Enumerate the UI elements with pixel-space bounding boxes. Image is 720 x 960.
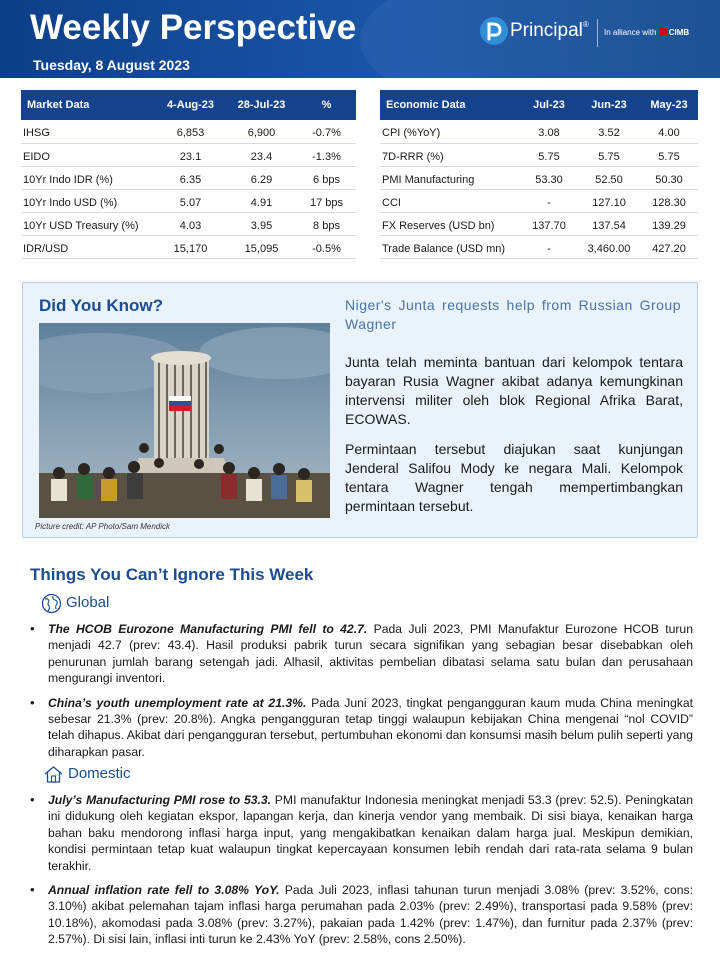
table-cell: 5.75 [640, 143, 698, 166]
table-cell: 3.08 [520, 120, 578, 143]
row-label: FX Reserves (USD bn) [380, 212, 520, 235]
table-cell: 139.29 [640, 212, 698, 235]
table-row [380, 166, 698, 189]
item-headline: Annual inflation rate fell to 3.08% YoY. [48, 883, 280, 898]
table-cell: -0.7% [297, 120, 356, 143]
domestic-news-list [30, 792, 693, 956]
table-cell: - [520, 235, 578, 258]
item-body: Pada Juni 2023, tingkat pengangguran kaum muda China meningkat sebesar 21.3% (prev: 20.8%). Angka pengangguran tetap tinggi walaupun kebijakan China mengenai “nol COVID” telah dihapus. Akibat dari pengangguran tersebut, pertumbuhan ekonomi dan konsumsi masih belum pulih seperti yang diharapkan pasar. [48, 695, 693, 759]
domestic-subheading [43, 764, 183, 784]
table-row [21, 120, 356, 143]
table-row [21, 143, 356, 166]
table-cell: 52.50 [578, 166, 640, 189]
list-item [30, 695, 693, 761]
table-header-cell: % [297, 90, 356, 120]
brand-block [480, 17, 710, 49]
table-cell: 6,853 [155, 120, 226, 143]
table-row [380, 120, 698, 143]
table-header-cell: Jul-23 [520, 90, 578, 120]
did-you-know-panel [22, 282, 698, 538]
news-headline: Niger's Junta requests help from Russian Group Wagner [345, 297, 681, 332]
table-cell: 8 bps [297, 212, 356, 235]
table-row [21, 212, 356, 235]
table-cell: 53.30 [520, 166, 578, 189]
table-cell: 23.4 [226, 143, 297, 166]
item-body: Pada Juli 2023, inflasi tahunan turun menjadi 3.08% (prev: 3.52%, cons: 3.10%) akibat pelemahan tajam inflasi harga perumahan pada 2.03% (prev: 2.49%), transportasi pada 9.58% (prev: 10.18%), akomodasi pada 3.08% (prev: 3.27%), pakaian pada 1.42% (prev: 1.47%), dan furnitur pada 2.37% (prev: 2.57%). Di sisi lain, inflasi inti turun ke 2.43% YoY (prev: 2.58%, cons 2.50%). [48, 883, 694, 947]
principal-logo-icon [480, 17, 508, 45]
table-row [380, 143, 698, 166]
table-cell: 3.52 [578, 120, 640, 143]
global-subheading [41, 593, 161, 613]
list-item [30, 621, 693, 687]
table-cell: 15,095 [226, 235, 297, 258]
market-data-table [21, 90, 356, 259]
row-label: Trade Balance (USD mn) [380, 235, 520, 258]
row-label: CCI [380, 189, 520, 212]
item-body: PMI manufaktur Indonesia meningkat menjadi 53.3 (prev: 52.5). Peningkatan ini didukung oleh kegiatan ekspor, lapangan kerja, dan kinerja vendor yang membaik. Di sisi biaya, kenaikan harga bahan baku mendorong inflasi harga input, yang mengakibatkan kenaikan dalam harga jual. Meskipun demikian, kondisi permintaan tetap kuat walaupun tingkat kepercayaan konsumen lebih rendah dari rata-rata selama 9 bulan terakhir. [48, 793, 693, 873]
publish-date: Tuesday, 8 August 2023 [33, 57, 190, 73]
table-cell: 3,460.00 [578, 235, 640, 258]
cimb-logo-icon [659, 27, 668, 36]
row-label: EIDO [21, 143, 155, 166]
table-cell: 5.75 [520, 143, 578, 166]
did-you-know-title: Did You Know? [39, 296, 164, 315]
list-item [30, 792, 693, 874]
table-cell: 6.29 [226, 166, 297, 189]
news-paragraph: Junta telah meminta bantuan dari kelompok tentara bayaran Rusia Wagner akibat adanya kemungkinan intervensi militer oleh blok Regional Afrika Barat, ECOWAS. [345, 354, 683, 427]
row-label: 10Yr Indo IDR (%) [21, 166, 155, 189]
table-header-row [380, 90, 698, 120]
row-label: IDR/USD [21, 235, 155, 258]
table-cell: 137.70 [520, 212, 578, 235]
global-news-list [30, 621, 693, 768]
table-cell: - [520, 189, 578, 212]
header-banner [0, 0, 720, 78]
table-cell: 3.95 [226, 212, 297, 235]
row-label: PMI Manufacturing [380, 166, 520, 189]
brand-name: Principal® [510, 20, 589, 41]
table-cell: -1.3% [297, 143, 356, 166]
row-label: 10Yr USD Treasury (%) [21, 212, 155, 235]
table-cell: 128.30 [640, 189, 698, 212]
global-label: Global [66, 594, 110, 611]
table-header-cell: Economic Data [380, 90, 520, 120]
table-row [21, 189, 356, 212]
table-cell: 50.30 [640, 166, 698, 189]
table-row [380, 235, 698, 258]
table-cell: 427.20 [640, 235, 698, 258]
row-label: 7D-RRR (%) [380, 143, 520, 166]
table-cell: 17 bps [297, 189, 356, 212]
item-headline: China’s youth unemployment rate at 21.3%. [48, 695, 307, 710]
table-cell: 4.00 [640, 120, 698, 143]
table-cell: 4.91 [226, 189, 297, 212]
table-row [380, 189, 698, 212]
economic-data-table [380, 90, 698, 259]
table-cell: 6,900 [226, 120, 297, 143]
table-header-cell: Market Data [21, 90, 155, 120]
table-header-cell: 4-Aug-23 [155, 90, 226, 120]
row-label: CPI (%YoY) [380, 120, 520, 143]
table-cell: 5.07 [155, 189, 226, 212]
list-item [30, 882, 693, 948]
table-row [21, 235, 356, 258]
photo-credit: Picture credit: AP Photo/Sam Mendick [35, 522, 171, 531]
table-header-cell: May-23 [640, 90, 698, 120]
table-cell: 127.10 [578, 189, 640, 212]
table-cell: 137.54 [578, 212, 640, 235]
globe-icon [41, 593, 62, 614]
brand-divider [597, 19, 598, 47]
news-photo [39, 323, 330, 518]
item-headline: The HCOB Eurozone Manufacturing PMI fell to 42.7. [48, 622, 368, 636]
table-cell: 4.03 [155, 212, 226, 235]
alliance-text: In alliance with CIMB [604, 28, 690, 37]
table-cell: 6.35 [155, 166, 226, 189]
table-row [21, 166, 356, 189]
page-title: Weekly Perspective [30, 8, 357, 47]
item-headline: July’s Manufacturing PMI rose to 53.3. [48, 793, 272, 807]
table-cell: 15,170 [155, 235, 226, 258]
table-cell: 23.1 [155, 143, 226, 166]
table-header-cell: Jun-23 [578, 90, 640, 120]
domestic-label: Domestic [68, 765, 131, 782]
table-cell: 6 bps [297, 166, 356, 189]
row-label: IHSG [21, 120, 155, 143]
row-label: 10Yr Indo USD (%) [21, 189, 155, 212]
table-cell: 5.75 [578, 143, 640, 166]
table-header-row [21, 90, 356, 120]
table-row [380, 212, 698, 235]
section-title: Things You Can’t Ignore This Week [30, 565, 314, 584]
table-cell: -0.5% [297, 235, 356, 258]
table-header-cell: 28-Jul-23 [226, 90, 297, 120]
news-paragraph: Permintaan tersebut diajukan saat kunjungan Jenderal Salifou Mody ke negara Mali. Kelompok tentara Wagner tengah mempertimbangkan permintaan tersebut. [345, 441, 683, 514]
house-icon [43, 764, 64, 785]
item-body: Pada Juli 2023, PMI Manufaktur Eurozone HCOB turun menjadi 42.7 (prev: 43.4). Hasil produksi pabrik turun secara signifikan yang sebagian besar disebabkan oleh penurunan jumlah barang setengah jadi. Alhasil, aktivitas pembelian dibatasi selama satu bulan dan perusahaan mengurangi inventori. [48, 622, 693, 686]
